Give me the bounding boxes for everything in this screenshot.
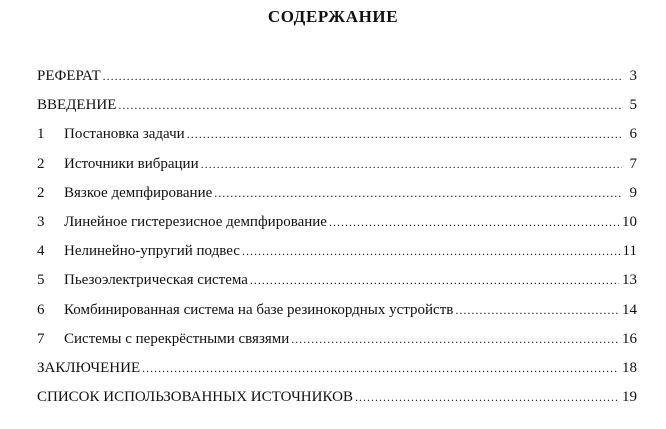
toc-dot-leader — [142, 361, 619, 376]
toc-dot-leader — [214, 186, 622, 201]
toc-dot-leader — [355, 390, 619, 405]
toc-entry-introduction[interactable] — [37, 97, 637, 126]
toc-section-number: 7 — [37, 330, 45, 347]
page-title: СОДЕРЖАНИЕ — [267, 7, 399, 26]
toc-page-number: 13 — [622, 272, 637, 289]
toc-entry-references[interactable] — [37, 389, 637, 418]
toc-entry-combined-system[interactable] — [37, 302, 637, 331]
toc-entry-label: ВВЕДЕНИЕ — [37, 97, 117, 114]
toc-entry-label: Вязкое демпфирование — [64, 184, 213, 201]
toc-page-number: 16 — [622, 330, 637, 347]
toc-entry-hysteretic-damping[interactable] — [37, 214, 637, 243]
toc-section-number: 6 — [37, 301, 45, 318]
toc-dot-leader — [455, 303, 619, 318]
toc-entry-problem-statement[interactable] — [37, 126, 637, 155]
toc-dot-leader — [201, 157, 622, 172]
toc-entry-label: ЗАКЛЮЧЕНИЕ — [37, 359, 141, 376]
toc-entry-label: СПИСОК ИСПОЛЬЗОВАННЫХ ИСТОЧНИКОВ — [37, 389, 353, 406]
toc-page-number: 6 — [629, 126, 637, 143]
toc-dot-leader — [242, 244, 620, 259]
toc-section-number: 2 — [37, 155, 45, 172]
toc-entry-label: Постановка задачи — [64, 126, 185, 143]
toc-entry-label: Комбинированная система на базе резинокордных устройств — [64, 301, 454, 318]
toc-dot-leader — [250, 273, 619, 288]
toc-section-number: 5 — [37, 272, 45, 289]
toc-page-number: 3 — [629, 68, 637, 84]
toc-entry-conclusion[interactable] — [37, 360, 637, 389]
toc-page-number: 7 — [629, 155, 637, 172]
toc-page-number: 18 — [622, 359, 637, 376]
toc-page-number: 9 — [629, 184, 637, 201]
toc-page-number: 19 — [622, 389, 637, 406]
toc-section-number: 2 — [37, 184, 45, 201]
toc-entry-viscous-damping[interactable] — [37, 185, 637, 214]
toc-entry-piezoelectric-system[interactable] — [37, 272, 637, 301]
toc-section-number: 4 — [37, 243, 45, 260]
toc-dot-leader — [118, 98, 622, 113]
toc-entry-nonlinear-suspension[interactable] — [37, 243, 637, 272]
toc-entry-label: Пьезоэлектрическая система — [64, 272, 248, 289]
toc-page-number: 10 — [622, 213, 637, 230]
toc-dot-leader — [291, 332, 619, 347]
toc-page-number: 11 — [622, 243, 637, 260]
table-of-contents — [37, 68, 637, 418]
toc-page-number: 14 — [622, 301, 637, 318]
toc-page-number: 5 — [629, 97, 637, 114]
toc-entry-abstract[interactable] — [37, 68, 637, 97]
toc-entry-label: Источники вибрации — [64, 155, 199, 172]
toc-section-number: 3 — [37, 213, 45, 230]
toc-entry-label: Линейное гистерезисное демпфирование — [64, 213, 327, 230]
toc-section-number: 1 — [37, 126, 45, 143]
toc-entry-label: Системы с перекрёстными связями — [64, 330, 290, 347]
toc-entry-cross-coupled-systems[interactable] — [37, 331, 637, 360]
toc-dot-leader — [329, 215, 619, 230]
toc-entry-label: Нелинейно-упругий подвес — [64, 243, 240, 260]
toc-entry-label: РЕФЕРАТ — [37, 68, 101, 84]
toc-entry-vibration-sources[interactable] — [37, 156, 637, 185]
toc-dot-leader — [103, 69, 622, 84]
toc-dot-leader — [187, 127, 622, 142]
